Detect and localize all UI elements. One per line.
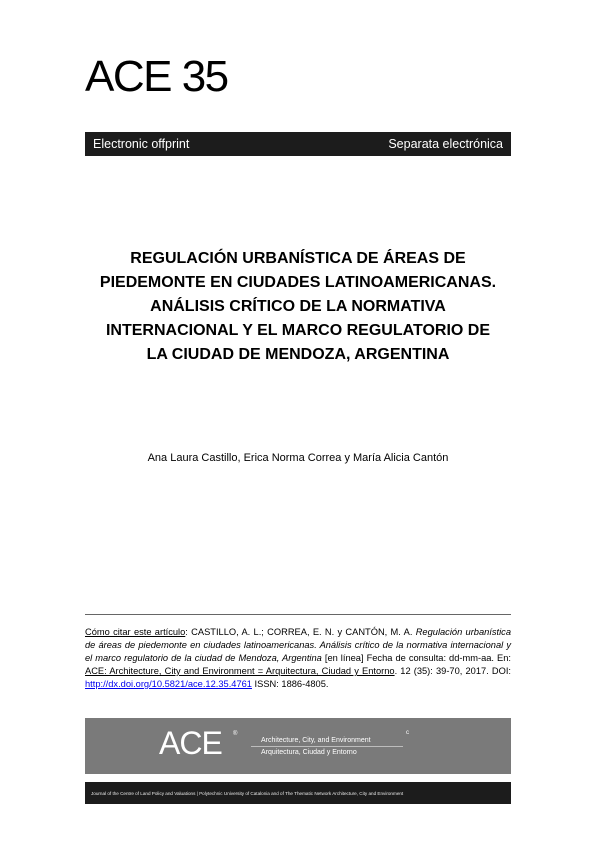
citation-block — [85, 626, 511, 691]
logo-subtitle-en: Architecture, City, and Environment — [261, 737, 371, 744]
title-line: ANÁLISIS CRÍTICO DE LA NORMATIVA — [150, 298, 446, 315]
title-line: LA CIUDAD DE MENDOZA, ARGENTINA — [146, 346, 450, 363]
offprint-bar — [85, 132, 511, 156]
journal-title: ACE 35 — [85, 52, 228, 101]
logo-subtitle-es: Arquitectura, Ciudad y Entorno — [261, 749, 357, 756]
citation-title: Regulación urbanística de áreas de piedemonte en ciudades latinoamericanas. Análisis crítico de la normativa internacional y el marco regulatorio de la ciudad de Mendoza, Argentina — [85, 627, 511, 663]
citation-medium: [en línea] Fecha de consulta: dd-mm-aa. En: — [321, 653, 511, 663]
citation-sep: : — [185, 627, 192, 637]
ace-logo-text: ACE — [159, 725, 222, 761]
citation-journal: ACE: Architecture, City and Environment = Arquitectura, Ciudad y Entorno — [85, 666, 395, 676]
citation-issn: ISSN: 1886-4805. — [251, 679, 329, 689]
citation-details: . 12 (35): 39-70, 2017. DOI: — [394, 666, 511, 676]
divider — [85, 614, 511, 615]
citation-label: Cómo citar este artículo — [85, 627, 186, 637]
offprint-label-es: Separata electrónica — [388, 137, 503, 151]
authors: Ana Laura Castillo, Erica Norma Correa y María Alicia Cantón — [147, 452, 449, 464]
title-line: PIEDEMONTE EN CIUDADES LATINOAMERICANAS. — [99, 274, 497, 291]
offprint-label-en: Electronic offprint — [93, 137, 190, 151]
ace-logo-banner — [85, 718, 511, 774]
doi-link[interactable]: http://dx.doi.org/10.5821/ace.12.35.4761 — [85, 679, 252, 689]
footer-text: Journal of the Centre of Land Policy and Valuations | Polytechnic University of Catalonia and of The Thematic Network Architecture, City and Environment — [91, 790, 404, 796]
title-line: REGULACIÓN URBANÍSTICA DE ÁREAS DE — [130, 250, 466, 267]
article-title — [85, 247, 511, 367]
title-line: INTERNACIONAL Y EL MARCO REGULATORIO DE — [105, 322, 491, 339]
logo-divider — [251, 746, 403, 747]
footer-bar — [85, 782, 511, 804]
logo-corner-mark: c — [406, 730, 409, 736]
registered-mark: ® — [233, 731, 238, 737]
citation-authors: CASTILLO, A. L.; CORREA, E. N. y CANTÓN, M. A. — [191, 627, 416, 637]
